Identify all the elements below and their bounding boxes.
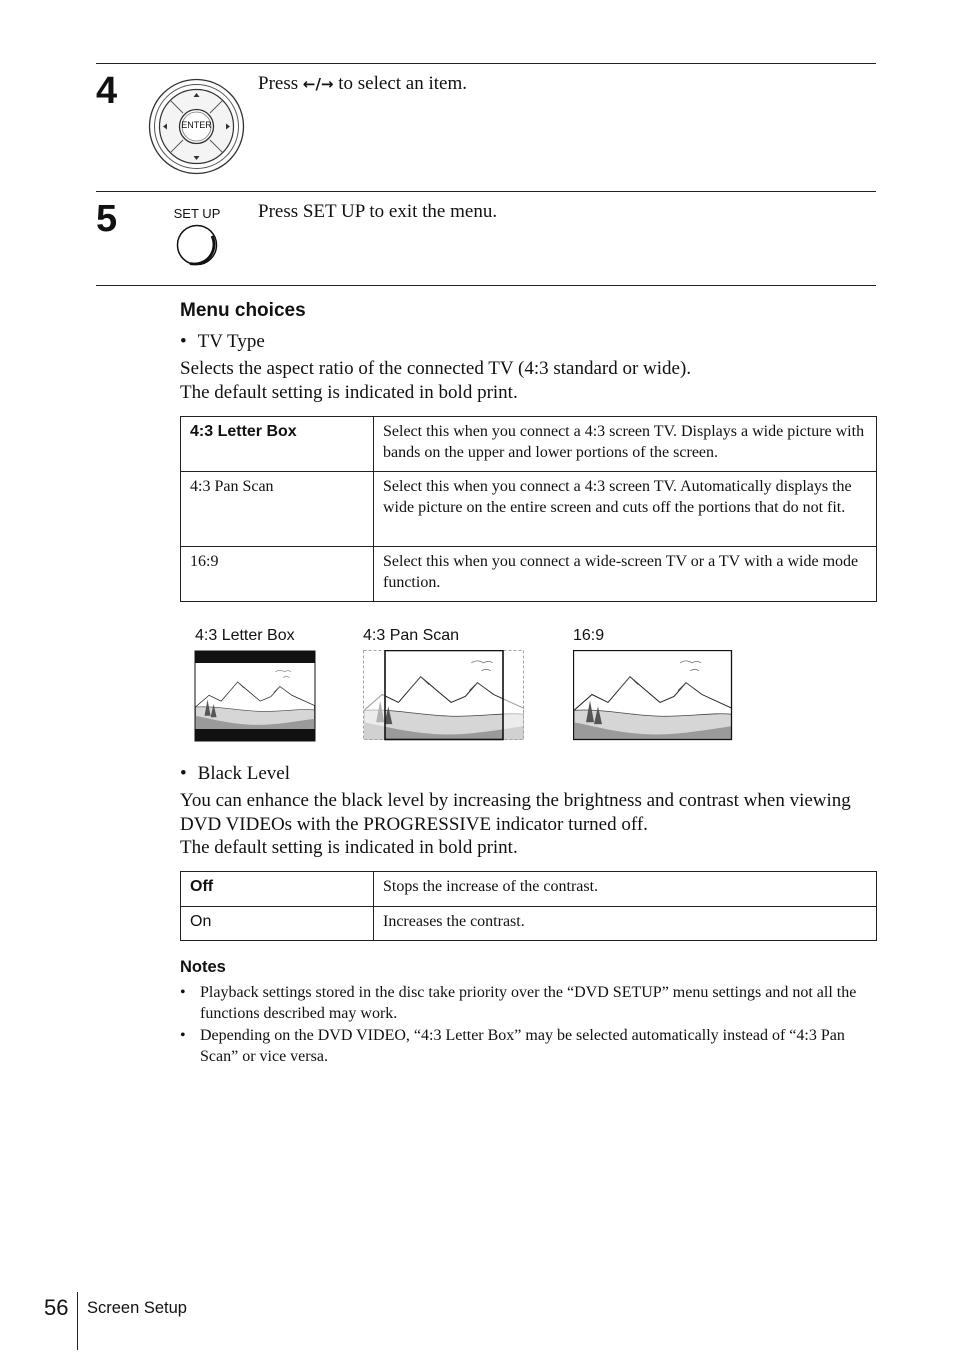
table-row bbox=[181, 547, 877, 602]
top-rule bbox=[96, 63, 876, 64]
option-cell: Off bbox=[181, 872, 374, 907]
step-5-rule bbox=[96, 191, 876, 192]
description-cell: Select this when you connect a 4:3 screen TV. Automatically displays the wide picture on the entire screen and cuts off the portions that do not fit. bbox=[374, 472, 877, 547]
step-4-text: Press ←/→ to select an item. bbox=[258, 73, 467, 94]
list-item: • Playback settings stored in the disc take priority over the “DVD SETUP” menu settings and not all the functions described may work. bbox=[180, 984, 857, 1022]
description-cell: Select this when you connect a wide-screen TV or a TV with a wide mode function. bbox=[374, 547, 877, 602]
page-number: 56 bbox=[44, 1295, 69, 1320]
footer-divider bbox=[77, 1292, 78, 1350]
tv-type-bullet: • TV Type bbox=[180, 331, 265, 352]
option-cell: 4:3 Letter Box bbox=[181, 417, 374, 472]
list-item: • Depending on the DVD VIDEO, “4:3 Letter Box” may be selected automatically instead of “4:3 Pan Scan” or vice versa. bbox=[180, 1027, 845, 1065]
enter-button-label: ENTER bbox=[181, 120, 212, 130]
black-level-bullet: • Black Level bbox=[180, 763, 290, 784]
table-row bbox=[181, 472, 877, 547]
description-cell: Select this when you connect a 4:3 screen TV. Displays a wide picture with bands on the upper and lower portions of the screen. bbox=[374, 417, 877, 472]
black-level-title: Black Level bbox=[197, 763, 290, 784]
tv-type-title: TV Type bbox=[197, 331, 265, 352]
option-cell: 16:9 bbox=[181, 547, 374, 602]
table-row bbox=[181, 872, 877, 907]
notes-list bbox=[180, 982, 872, 1068]
section-label: Screen Setup bbox=[87, 1299, 187, 1317]
table-row bbox=[181, 417, 877, 472]
widescreen-illustration bbox=[573, 650, 733, 742]
menu-choices-heading: Menu choices bbox=[180, 300, 306, 321]
left-right-arrows-icon: ←/→ bbox=[302, 75, 334, 93]
notes-heading: Notes bbox=[180, 958, 226, 976]
panscan-illustration bbox=[363, 650, 525, 742]
option-cell: 4:3 Pan Scan bbox=[181, 472, 374, 547]
steps-bottom-rule bbox=[96, 285, 876, 286]
step-5-text: Press SET UP to exit the menu. bbox=[258, 201, 498, 222]
tv-type-description: Selects the aspect ratio of the connected TV (4:3 standard or wide). The default setting is indicated in bold print. bbox=[180, 358, 692, 403]
description-cell: Stops the increase of the contrast. bbox=[374, 872, 877, 907]
letterbox-illustration bbox=[194, 650, 316, 742]
setup-button-label: SET UP bbox=[173, 206, 221, 221]
widescreen-label: 16:9 bbox=[573, 627, 605, 644]
black-level-table bbox=[180, 871, 877, 941]
table-row bbox=[181, 906, 877, 941]
step-5-number: 5 bbox=[96, 198, 118, 240]
panscan-label: 4:3 Pan Scan bbox=[363, 627, 460, 644]
description-cell: Increases the contrast. bbox=[374, 906, 877, 941]
tv-type-table bbox=[180, 416, 877, 602]
black-level-description: You can enhance the black level by increasing the brightness and contrast when viewing DVD VIDEOs with the PROGRESSIVE indicator turned off. The default setting is indicated in bold print. bbox=[180, 790, 851, 858]
letterbox-label: 4:3 Letter Box bbox=[195, 627, 295, 644]
setup-button-icon bbox=[176, 224, 220, 268]
step-4-number: 4 bbox=[96, 70, 118, 112]
option-cell: On bbox=[181, 906, 374, 941]
